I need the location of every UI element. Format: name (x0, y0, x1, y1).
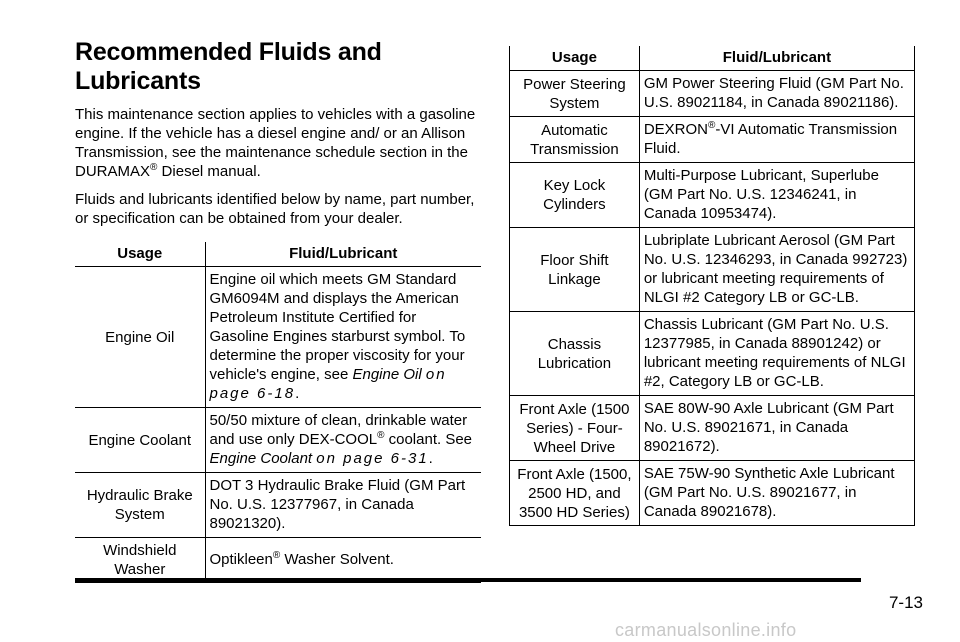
usage-cell: Automatic Transmission (510, 117, 640, 163)
table-row (510, 312, 915, 396)
fluid-cell: SAE 80W-90 Axle Lubricant (GM Part No. U.S. 89021671, in Canada 89021672). (639, 396, 914, 461)
usage-cell: Chassis Lubrication (510, 312, 640, 396)
left-column (75, 38, 485, 237)
engine-oil-page-reference[interactable]: on page 6-18 (209, 366, 447, 402)
table-row (75, 408, 481, 473)
fluid-cell: Chassis Lubricant (GM Part No. U.S. 12377985, in Canada 88901242) or lubricant meeting requirements of NLGI #2, Category LB or GC-LB. (639, 312, 914, 396)
page-number: 7-13 (888, 593, 923, 612)
table-row (510, 117, 915, 163)
intro-paragraph: This maintenance section applies to vehicles with a gasoline engine. If the vehicle has a diesel engine and/ or an Allison Transmission, see the maintenance schedule section in the DURAMAX® Diesel manual. (75, 106, 476, 180)
usage-cell: Front Axle (1500 Series) - Four-Wheel Drive (510, 396, 640, 461)
engine-coolant-page-reference[interactable]: on page 6-31 (316, 450, 429, 467)
fluid-cell: Optikleen® Washer Solvent. (205, 538, 481, 583)
usage-cell: Floor Shift Linkage (510, 228, 640, 312)
table-row (510, 461, 915, 526)
fluid-header: Fluid/Lubricant (639, 46, 914, 71)
table-header-row (510, 46, 915, 71)
usage-header: Usage (75, 242, 205, 267)
usage-cell: Engine Oil (75, 267, 205, 408)
fluid-cell: SAE 75W-90 Synthetic Axle Lubricant (GM Part No. U.S. 89021677, in Canada 89021678). (639, 461, 914, 526)
usage-header: Usage (510, 46, 640, 71)
footer-rule (75, 578, 861, 582)
fluid-cell: DEXRON®-VI Automatic Transmission Fluid. (639, 117, 914, 163)
fluid-cell: 50/50 mixture of clean, drinkable water and use only DEX-COOL® coolant. See Engine Coolant on page 6-31. (205, 408, 481, 473)
table-row (510, 396, 915, 461)
fluids-table-left (75, 242, 481, 583)
fluid-header: Fluid/Lubricant (205, 242, 481, 267)
usage-cell: Front Axle (1500, 2500 HD, and 3500 HD Series) (510, 461, 640, 526)
table-row (510, 228, 915, 312)
table-row (75, 473, 481, 538)
table-row (510, 71, 915, 117)
fluid-cell: Lubriplate Lubricant Aerosol (GM Part No. U.S. 12346293, in Canada 992723) or lubricant meeting requirements of NLGI #2 Category LB or GC-LB. (639, 228, 914, 312)
usage-cell: Windshield Washer (75, 538, 205, 583)
fluid-cell: DOT 3 Hydraulic Brake Fluid (GM Part No. U.S. 12377967, in Canada 89021320). (205, 473, 481, 538)
engine-oil-reference[interactable]: Engine Oil (352, 366, 422, 383)
engine-coolant-reference[interactable]: Engine Coolant (209, 450, 313, 467)
page-title: Recommended Fluids and Lubricants (75, 38, 382, 95)
table-row (510, 163, 915, 228)
fluid-cell: GM Power Steering Fluid (GM Part No. U.S. 89021184, in Canada 89021186). (639, 71, 914, 117)
usage-cell: Power Steering System (510, 71, 640, 117)
watermark: carmanualsonline.info (615, 620, 797, 640)
availability-paragraph: Fluids and lubricants identified below by name, part number, or specification can be obtained from your dealer. (75, 191, 475, 227)
fluid-cell: Engine oil which meets GM Standard GM6094M and displays the American Petroleum Institute Certified for Gasoline Engines starburst symbol. To determine the proper viscosity for your vehicle's engine, see Engine Oil on page 6-18. (205, 267, 481, 408)
usage-cell: Hydraulic Brake System (75, 473, 205, 538)
fluids-table-right (509, 46, 915, 526)
usage-cell: Engine Coolant (75, 408, 205, 473)
table-row (75, 267, 481, 408)
table-row (75, 538, 481, 583)
usage-cell: Key Lock Cylinders (510, 163, 640, 228)
table-header-row (75, 242, 481, 267)
fluid-cell: Multi-Purpose Lubricant, Superlube (GM Part No. U.S. 12346241, in Canada 10953474). (639, 163, 914, 228)
